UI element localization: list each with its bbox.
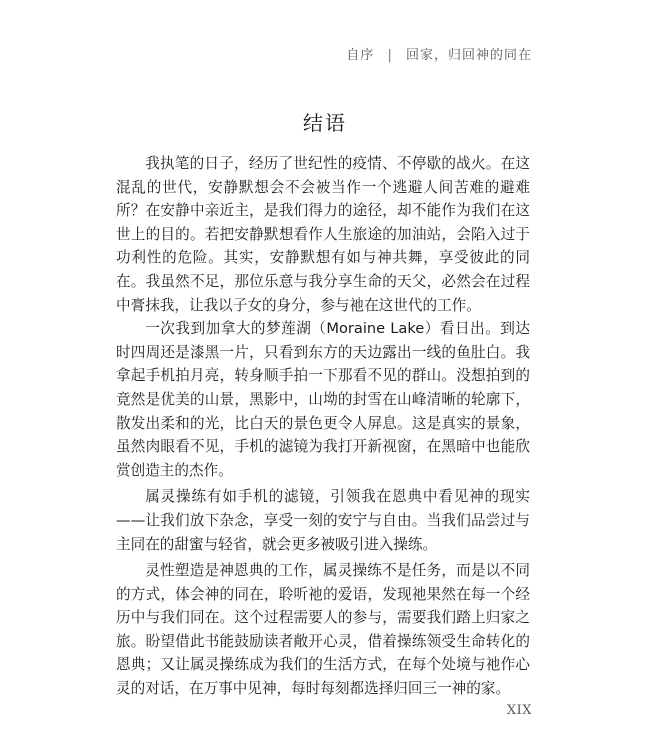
paragraph-4: 灵性塑造是神恩典的工作，属灵操练不是任务，而是以不同的方式，体会神的同在，聆听祂的爱语，发现祂果然在每一个经历中与我们同在。这个过程需要人的参与，需要我们踏上归家之旅。盼望借此书能鼓励读者敞开心灵，借着操练领受生命转化的恩典；又让属灵操练成为我们的生活方式，在每个处境与祂作心灵的对话，在万事中见神，每时每刻都选择归回三一神的家。 [116,562,530,698]
running-header [346,44,532,63]
page-number: XIX [506,703,532,718]
paragraph-3: 属灵操练有如手机的滤镜，引领我在恩典中看见神的现实——让我们放下杂念，享受一刻的安宁与自由。当我们品尝过与主同在的甜蜜与轻省，就会更多被吸引进入操练。 [116,488,530,553]
paragraph-1: 我执笔的日子，经历了世纪性的疫情、不停歇的战火。在这混乱的世代，安静默想会不会被当作一个逃避人间苦难的避难所？在安静中亲近主，是我们得力的途径，却不能作为我们在这世上的目的。若把安静默想看作人生旅途的加油站，会陷入过于功利性的危险。其实，安静默想有如与神共舞，享受彼此的同在。我虽然不足，那位乐意与我分享生命的天父，必然会在过程中膏抹我，让我以子女的身分，参与祂在这世代的工作。 [116,155,530,314]
body-text [116,152,530,701]
header-separator: | [387,48,393,63]
header-chapter-title: 回家，归回神的同在 [405,48,532,63]
header-section-label: 自序 [346,48,375,63]
section-title: 结语 [303,111,347,135]
paragraph-2: 一次我到加拿大的梦莲湖（Moraine Lake）看日出。到达时四周还是漆黑一片，只看到东方的天边露出一线的鱼肚白。我拿起手机拍月亮，转身顺手拍一下那看不见的群山。没想拍到的竟然是优美的山景，黑影中，山坳的封雪在山峰清晰的轮廓下，散发出柔和的光，比白天的景色更令人屏息。这是真实的景象，虽然肉眼看不见，手机的滤镜为我打开新视窗，在黑暗中也能欣赏创造主的杰作。 [116,320,530,479]
